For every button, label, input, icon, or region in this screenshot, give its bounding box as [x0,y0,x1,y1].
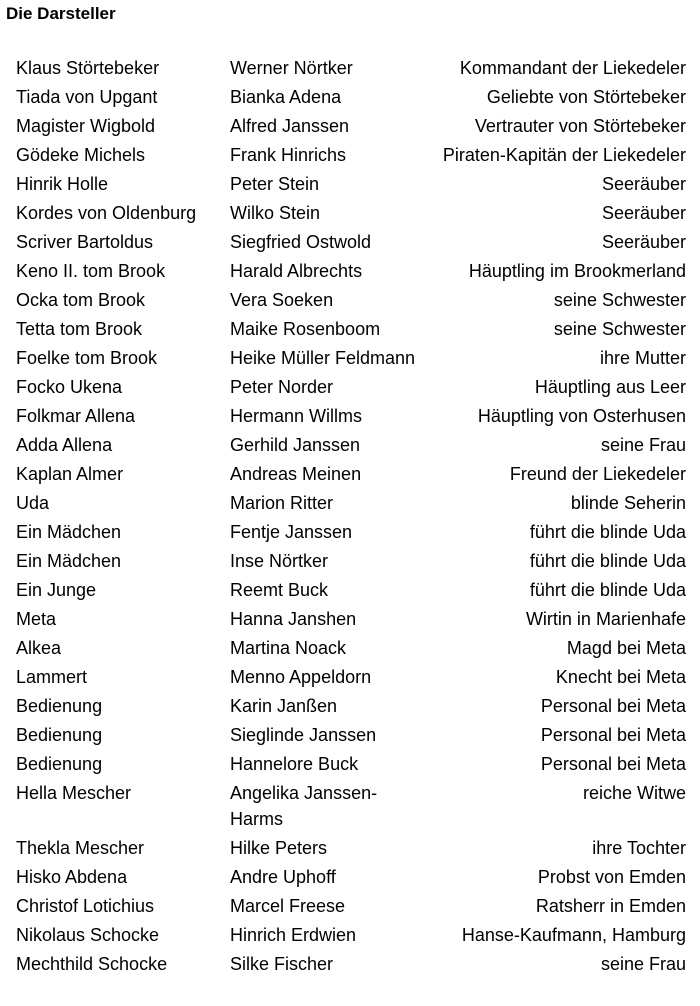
cast-row [0,751,700,777]
role-description: ihre Mutter [599,348,686,368]
role-name: Hella Mescher [16,783,132,803]
cast-row [0,606,700,632]
role-description: Vertrauter von Störtebeker [474,116,686,136]
role-name: Alkea [16,638,62,658]
actor-name: Marcel Freese [230,896,346,916]
role-description: Häuptling aus Leer [534,377,686,397]
cast-row [0,200,700,226]
role-description: Personal bei Meta [540,754,686,774]
role-description: seine Frau [600,435,686,455]
role-name: Kaplan Almer [16,464,124,484]
role-name: Thekla Mescher [16,838,145,858]
actor-name: Wilko Stein [230,203,321,223]
cast-list [0,55,700,980]
actor-name: Reemt Buck [230,580,329,600]
actor-name: Vera Soeken [230,290,334,310]
role-description: Probst von Emden [537,867,686,887]
role-description: reiche Witwe [582,783,686,803]
actor-name: Siegfried Ostwold [230,232,372,252]
actor-name: Fentje Janssen [230,522,353,542]
cast-row [0,316,700,342]
actor-name: Frank Hinrichs [230,145,347,165]
role-name: Klaus Störtebeker [16,58,160,78]
role-name: Foelke tom Brook [16,348,158,368]
actor-name: Harald Albrechts [230,261,363,281]
cast-row [0,171,700,197]
cast-row [0,287,700,313]
cast-row [0,113,700,139]
role-name: Scriver Bartoldus [16,232,154,252]
role-name: Uda [16,493,50,513]
role-name: Tetta tom Brook [16,319,143,339]
role-name: Keno II. tom Brook [16,261,166,281]
role-description: Seeräuber [601,232,686,252]
role-name: Bedienung [16,696,103,716]
actor-name: Silke Fischer [230,954,334,974]
actor-name: Hilke Peters [230,838,328,858]
cast-row [0,142,700,168]
role-name: Kordes von Oldenburg [16,203,197,223]
role-name: Hisko Abdena [16,867,128,887]
role-name: Ein Mädchen [16,551,122,571]
actor-name: Gerhild Janssen [230,435,361,455]
role-name: Nikolaus Schocke [16,925,160,945]
role-name: Hinrik Holle [16,174,109,194]
actor-name: Heike Müller Feldmann [230,348,416,368]
role-description: Personal bei Meta [540,696,686,716]
cast-row [0,722,700,748]
role-description: Seeräuber [601,203,686,223]
role-description: seine Frau [600,954,686,974]
role-description: Knecht bei Meta [555,667,686,687]
role-description: Wirtin in Marienhafe [525,609,686,629]
role-name: Adda Allena [16,435,113,455]
actor-name: Werner Nörtker [230,58,353,78]
cast-row [0,577,700,603]
cast-row [0,229,700,255]
role-description: führt die blinde Uda [529,580,686,600]
cast-row [0,693,700,719]
cast-row [0,403,700,429]
role-description: Häuptling im Brookmerland [468,261,686,281]
page-title: Die Darsteller [6,4,116,23]
actor-name: Hinrich Erdwien [230,925,357,945]
role-name: Focko Ukena [16,377,123,397]
actor-name: Hermann Willms [230,406,363,426]
actor-name: Martina Noack [230,638,347,658]
role-description: blinde Seherin [570,493,686,513]
role-description: führt die blinde Uda [529,551,686,571]
actor-name: Bianka Adena [230,87,342,107]
actor-name: Peter Stein [230,174,320,194]
role-description: Geliebte von Störtebeker [486,87,686,107]
role-name: Tiada von Upgant [16,87,158,107]
role-description: Seeräuber [601,174,686,194]
role-description: führt die blinde Uda [529,522,686,542]
cast-row [0,548,700,574]
role-description: Häuptling von Osterhusen [477,406,686,426]
cast-row [0,922,700,948]
role-description: Hanse-Kaufmann, Hamburg [461,925,686,945]
actor-name: Inse Nörtker [230,551,329,571]
cast-row [0,635,700,661]
role-description: Personal bei Meta [540,725,686,745]
role-description: Freund der Liekedeler [509,464,686,484]
actor-name: Peter Norder [230,377,334,397]
actor-name: Hannelore Buck [230,754,359,774]
role-description: Ratsherr in Emden [535,896,686,916]
actor-name: Angelika Janssen-Harms [230,783,378,829]
role-description: Kommandant der Liekedeler [459,58,686,78]
actor-name: Andre Uphoff [230,867,336,887]
role-name: Christof Lotichius [16,896,155,916]
cast-row [0,835,700,861]
actor-name: Marion Ritter [230,493,334,513]
cast-row [0,780,700,832]
cast-row [0,345,700,371]
role-name: Mechthild Schocke [16,954,168,974]
role-description: seine Schwester [553,290,686,310]
actor-name: Hanna Janshen [230,609,357,629]
actor-name: Alfred Janssen [230,116,350,136]
actor-name: Sieglinde Janssen [230,725,377,745]
cast-row [0,864,700,890]
actor-name: Menno Appeldorn [230,667,372,687]
role-name: Meta [16,609,57,629]
cast-row [0,519,700,545]
cast-row [0,490,700,516]
cast-row [0,951,700,977]
actor-name: Karin Janßen [230,696,338,716]
cast-row [0,55,700,81]
role-description: ihre Tochter [592,838,686,858]
role-name: Lammert [16,667,88,687]
role-description: Magd bei Meta [566,638,686,658]
role-name: Bedienung [16,754,103,774]
cast-row [0,664,700,690]
role-description: seine Schwester [553,319,686,339]
role-name: Gödeke Michels [16,145,146,165]
role-name: Bedienung [16,725,103,745]
cast-row [0,374,700,400]
actor-name: Maike Rosenboom [230,319,381,339]
cast-row [0,461,700,487]
actor-name: Andreas Meinen [230,464,362,484]
cast-row [0,432,700,458]
role-name: Ein Junge [16,580,97,600]
role-name: Magister Wigbold [16,116,156,136]
role-name: Ein Mädchen [16,522,122,542]
role-description: Piraten-Kapitän der Liekedeler [442,145,686,165]
cast-row [0,258,700,284]
role-name: Folkmar Allena [16,406,136,426]
cast-row [0,84,700,110]
role-name: Ocka tom Brook [16,290,146,310]
cast-row [0,893,700,919]
